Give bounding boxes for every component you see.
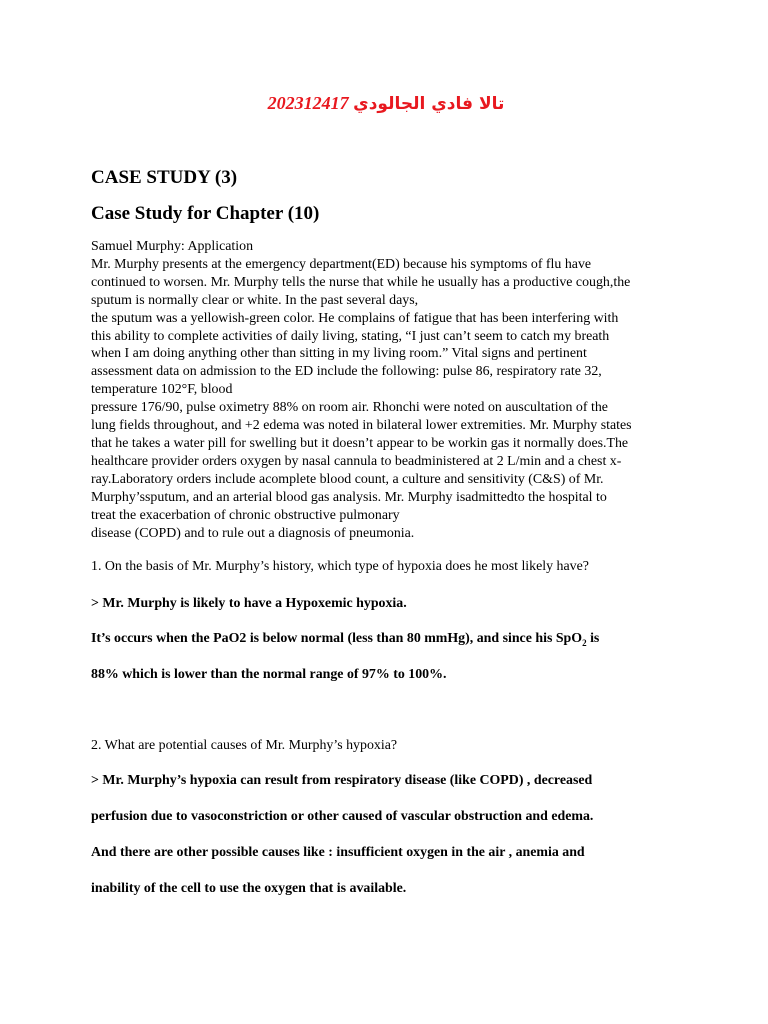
case-line: treat the exacerbation of chronic obstructive pulmonary: [91, 507, 400, 523]
case-line: pressure 176/90, pulse oximetry 88% on room air. Rhonchi were noted on auscultation of the: [91, 400, 608, 416]
answer-1-line-2-end: is: [586, 631, 600, 646]
student-name: تالا فادي الجالودي: [353, 94, 505, 114]
case-line: ray.Laboratory orders include acomplete blood count, a culture and sensitivity (C&S) of Mr.: [91, 471, 604, 487]
student-id: 202312417: [267, 93, 349, 113]
answer-1-line-3: 88% which is lower than the normal range of 97% to 100%.: [91, 667, 447, 682]
answer-1-line-2: [91, 631, 599, 648]
subscript-2: 2: [582, 637, 587, 648]
case-description: [91, 238, 681, 542]
case-line: Mr. Murphy presents at the emergency department(ED) because his symptoms of flu have: [91, 256, 592, 272]
case-line: when I am doing anything other than sitting in my living room.” Vital signs and pertinent: [91, 346, 587, 362]
case-study-title: CASE STUDY (3): [91, 167, 238, 188]
answer-2-line-1: > Mr. Murphy’s hypoxia can result from respiratory disease (like COPD) , decreased: [91, 773, 593, 788]
case-line: sputum is normally clear or white. In the past several days,: [91, 292, 419, 308]
case-line: temperature 102°F, blood: [91, 382, 233, 398]
question-2: 2. What are potential causes of Mr. Murphy’s hypoxia?: [91, 738, 398, 753]
answer-2-line-2: perfusion due to vasoconstriction or other caused of vascular obstruction and edema.: [91, 809, 594, 824]
question-1: 1. On the basis of Mr. Murphy’s history, which type of hypoxia does he most likely have?: [91, 559, 589, 574]
case-line: healthcare provider orders oxygen by nasal cannula to beadministered at 2 L/min and a chest x-: [91, 453, 622, 469]
case-line: assessment data on admission to the ED include the following: pulse 86, respiratory rate 32,: [91, 364, 602, 380]
chapter-subtitle: Case Study for Chapter (10): [91, 203, 320, 224]
case-line: Murphy’ssputum, and an arterial blood gas analysis. Mr. Murphy isadmittedto the hospital to: [91, 489, 607, 505]
case-line: disease (COPD) and to rule out a diagnosis of pneumonia.: [91, 525, 415, 541]
answer-1-line-1: > Mr. Murphy is likely to have a Hypoxemic hypoxia.: [91, 596, 407, 611]
case-line: Samuel Murphy: Application: [91, 239, 254, 254]
case-line: this ability to complete activities of daily living, stating, “I just can’t seem to catch my breath: [91, 328, 610, 344]
student-header: [91, 93, 681, 114]
answer-2-line-4: inability of the cell to use the oxygen that is available.: [91, 881, 407, 896]
case-line: lung fields throughout, and +2 edema was noted in bilateral lower extremities. Mr. Murphy states: [91, 418, 632, 434]
answer-2-line-3: And there are other possible causes like : insufficient oxygen in the air , anemia and: [91, 845, 585, 860]
case-line: the sputum was a yellowish-green color. He complains of fatigue that has been interfering with: [91, 310, 619, 326]
case-line: that he takes a water pill for swelling but it doesn’t appear to be workin gas it normally does.The: [91, 435, 629, 451]
answer-1-line-2-text: It’s occurs when the PaO2 is below normal (less than 80 mmHg), and since his SpO: [91, 631, 583, 646]
case-line: continued to worsen. Mr. Murphy tells the nurse that while he usually has a productive cough,the: [91, 274, 631, 290]
